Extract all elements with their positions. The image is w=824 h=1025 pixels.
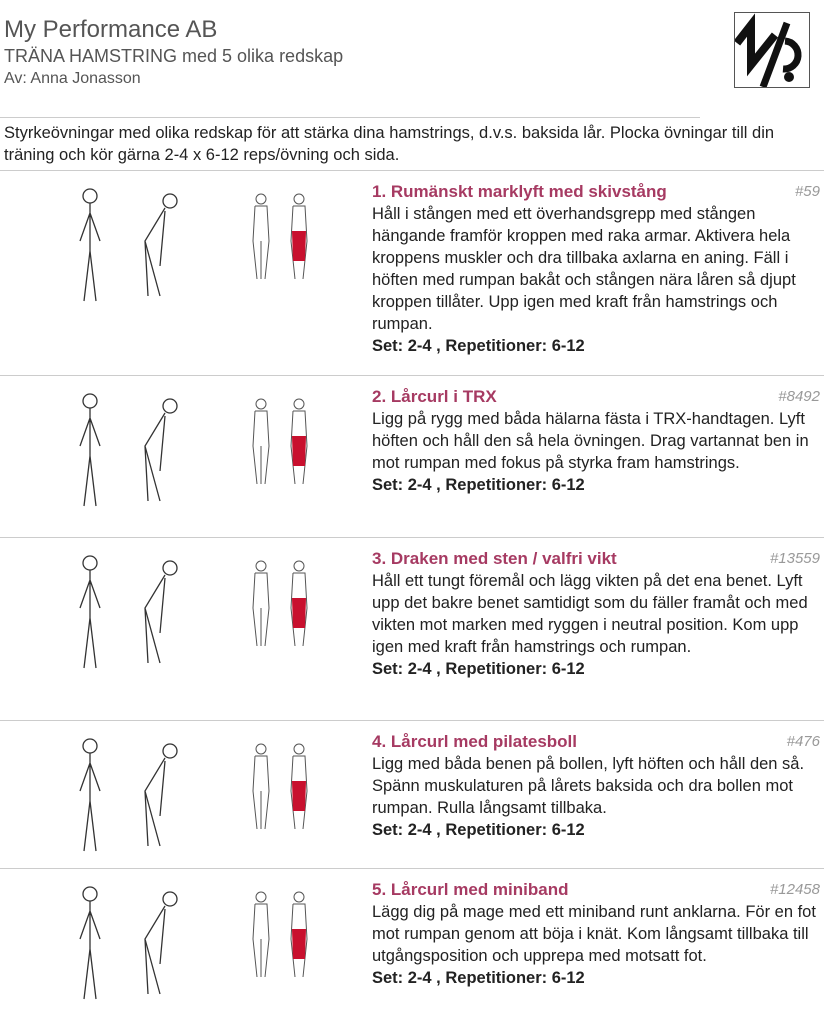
exercise-illustration: [10, 879, 230, 1014]
exercise-description: Håll ett tungt föremål och lägg vikten på det ena benet. Lyft upp det bakre benet samtidigt som du fäller framåt och med vikten mot marken med ryggen i neutral position. Kom upp igen med kraft från hamstrings och rumpan.: [372, 572, 808, 656]
exercise-title[interactable]: 4. Lårcurl med pilatesboll: [372, 732, 578, 751]
exercise-id: #8492: [778, 388, 820, 405]
document-header: [4, 16, 343, 90]
exercise-sets: Set: 2-4 , Repetitioner: 6-12: [372, 476, 585, 494]
exercise-sets: Set: 2-4 , Repetitioner: 6-12: [372, 821, 585, 839]
exercise-row: [0, 720, 824, 869]
exercise-title[interactable]: 5. Lårcurl med miniband: [372, 880, 569, 899]
muscle-diagram: [245, 741, 325, 836]
exercise-title[interactable]: 1. Rumänskt marklyft med skivstång: [372, 182, 667, 201]
exercise-text: [372, 181, 820, 357]
exercise-text: [372, 548, 820, 680]
exercise-text: [372, 879, 820, 989]
exercise-title[interactable]: 3. Draken med sten / valfri vikt: [372, 549, 617, 568]
exercise-description: Håll i stången med ett överhandsgrepp med stången hängande framför kroppen med raka armar. Aktivera hela kroppens muskler och dra tillbaka axlarna en aning. Fäll i höften med rumpan bakåt och stången nära låren så djupt kroppen tillåter. Upp igen med kraft från hamstrings och rumpan.: [372, 205, 796, 333]
muscle-diagram: [245, 558, 325, 653]
exercise-illustration: [10, 386, 230, 521]
exercise-text: [372, 731, 820, 841]
exercise-sets: Set: 2-4 , Repetitioner: 6-12: [372, 969, 585, 987]
document-title: TRÄNA HAMSTRING med 5 olika redskap: [4, 46, 344, 66]
company-name: My Performance AB: [4, 16, 218, 43]
logo: [734, 12, 810, 88]
divider: [0, 117, 700, 118]
exercise-description: Ligg på rygg med båda hälarna fästa i TRX-handtagen. Lyft höften och håll den så hela övningen. Drag vartannat ben in mot rumpan med fokus på styrka fram hamstrings.: [372, 410, 809, 472]
exercise-illustration: [10, 731, 230, 866]
exercise-text: [372, 386, 820, 496]
exercise-illustration: [10, 548, 230, 683]
muscle-diagram: [245, 191, 325, 286]
intro-text: Styrkeövningar med olika redskap för att stärka dina hamstrings, d.v.s. baksida lår. Plocka övningar till din träning och kör gärna 2-4 x 6-12 reps/övning och sida.: [4, 124, 775, 164]
exercise-illustration: [10, 181, 230, 316]
exercise-title[interactable]: 2. Lårcurl i TRX: [372, 387, 497, 406]
exercise-sets: Set: 2-4 , Repetitioner: 6-12: [372, 660, 585, 678]
muscle-diagram: [245, 889, 325, 984]
exercise-row: [0, 537, 824, 721]
muscle-diagram: [245, 396, 325, 491]
exercise-description: Ligg med båda benen på bollen, lyft höften och håll den så. Spänn muskulaturen på lårets baksida och dra bollen mot rumpan. Rulla långsamt tillbaka.: [372, 755, 805, 817]
exercise-id: #476: [786, 733, 820, 750]
exercise-id: #13559: [769, 550, 820, 567]
exercise-sets: Set: 2-4 , Repetitioner: 6-12: [372, 337, 585, 355]
exercise-row: [0, 868, 824, 1025]
exercise-row: [0, 375, 824, 538]
exercise-row: [0, 170, 824, 376]
exercise-id: #59: [794, 183, 820, 200]
exercise-id: #12458: [769, 881, 820, 898]
author: Av: Anna Jonasson: [4, 70, 141, 87]
exercise-description: Lägg dig på mage med ett miniband runt anklarna. För en fot mot rumpan genom att böja i knät. Kom långsamt tillbaka till utgångsposition och upprepa med motsatt fot.: [372, 903, 816, 965]
